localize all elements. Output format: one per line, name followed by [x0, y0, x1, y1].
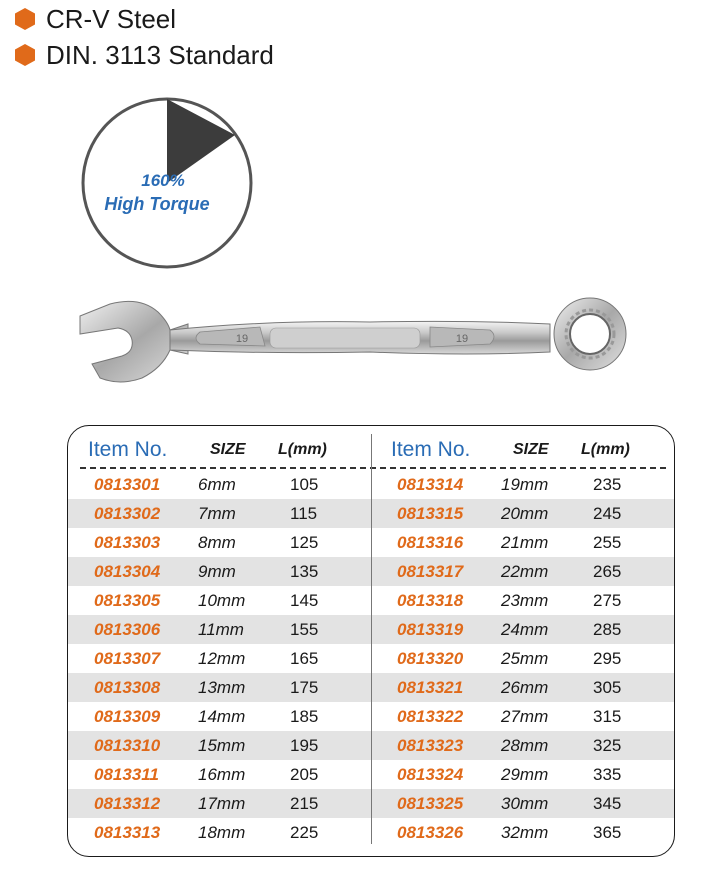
table-row — [371, 789, 674, 818]
length-value: 245 — [593, 504, 622, 523]
length-value: 135 — [290, 562, 319, 581]
size-value: 27mm — [501, 707, 549, 726]
table-row — [371, 644, 674, 673]
size-value: 26mm — [501, 678, 549, 697]
size-value: 29mm — [501, 765, 549, 784]
table-header — [371, 432, 674, 468]
size-value: 19mm — [501, 475, 549, 494]
size-value: 7mm — [198, 504, 236, 523]
length-value: 205 — [290, 765, 319, 784]
item-number: 0813305 — [94, 591, 161, 610]
size-value: 28mm — [501, 736, 549, 755]
table-row — [68, 760, 371, 789]
table-row — [371, 557, 674, 586]
length-value: 165 — [290, 649, 319, 668]
length-value: 315 — [593, 707, 622, 726]
wrench-size-mark: 19 — [235, 333, 249, 345]
size-table — [67, 425, 675, 857]
table-right-column-group — [371, 426, 674, 856]
item-number: 0813321 — [397, 678, 464, 697]
table-row — [371, 615, 674, 644]
size-value: 25mm — [501, 649, 549, 668]
size-value: 11mm — [198, 620, 244, 639]
size-value: 8mm — [198, 533, 236, 552]
table-row — [371, 818, 674, 847]
table-row — [68, 702, 371, 731]
feature-text: CR-V Steel — [46, 3, 177, 34]
table-row — [68, 818, 371, 847]
table-row — [371, 760, 674, 789]
header-divider — [80, 467, 666, 469]
table-rows-right — [371, 470, 674, 847]
table-row — [68, 615, 371, 644]
length-value: 275 — [593, 591, 622, 610]
size-value: 15mm — [198, 736, 246, 755]
item-number: 0813307 — [94, 649, 161, 668]
length-value: 215 — [290, 794, 319, 813]
header-item-no: Item No. — [391, 438, 471, 461]
table-row — [371, 702, 674, 731]
header-length: L(mm) — [581, 441, 630, 458]
size-value: 17mm — [198, 794, 246, 813]
combination-wrench-icon — [70, 294, 630, 386]
hexagon-bullet-icon — [14, 43, 36, 67]
table-row — [68, 586, 371, 615]
table-row — [371, 731, 674, 760]
hexagon-bullet-icon — [14, 7, 36, 31]
item-number: 0813326 — [397, 823, 464, 842]
feature-text: DIN. 3113 Standard — [46, 39, 274, 70]
item-number: 0813325 — [397, 794, 464, 813]
size-value: 6mm — [198, 475, 236, 494]
length-value: 285 — [593, 620, 622, 639]
item-number: 0813309 — [94, 707, 161, 726]
length-value: 195 — [290, 736, 319, 755]
column-divider — [371, 434, 372, 844]
item-number: 0813314 — [397, 475, 464, 494]
length-value: 255 — [593, 533, 622, 552]
item-number: 0813313 — [94, 823, 161, 842]
item-number: 0813303 — [94, 533, 161, 552]
length-value: 145 — [290, 591, 319, 610]
item-number: 0813322 — [397, 707, 464, 726]
size-value: 14mm — [198, 707, 246, 726]
table-row — [68, 557, 371, 586]
length-value: 225 — [290, 823, 319, 842]
size-value: 10mm — [198, 591, 246, 610]
item-number: 0813308 — [94, 678, 161, 697]
size-value: 16mm — [198, 765, 246, 784]
table-row — [68, 673, 371, 702]
size-value: 9mm — [198, 562, 236, 581]
table-row — [371, 499, 674, 528]
length-value: 105 — [290, 475, 319, 494]
item-number: 0813312 — [94, 794, 161, 813]
table-row — [371, 528, 674, 557]
length-value: 305 — [593, 678, 622, 697]
item-number: 0813311 — [94, 765, 159, 784]
table-row — [68, 470, 371, 499]
item-number: 0813315 — [397, 504, 464, 523]
size-value: 21mm — [501, 533, 549, 552]
header-length: L(mm) — [278, 441, 327, 458]
torque-label: High Torque — [104, 194, 210, 214]
table-row — [68, 789, 371, 818]
length-value: 175 — [290, 678, 319, 697]
item-number: 0813319 — [397, 620, 464, 639]
size-value: 20mm — [501, 504, 549, 523]
torque-badge — [80, 96, 254, 270]
length-value: 265 — [593, 562, 622, 581]
torque-percent: 160% — [141, 171, 185, 190]
header-size: SIZE — [513, 441, 549, 458]
table-row — [371, 673, 674, 702]
item-number: 0813320 — [397, 649, 464, 668]
size-value: 22mm — [501, 562, 549, 581]
length-value: 125 — [290, 533, 319, 552]
feature-din-standard — [14, 38, 274, 72]
size-value: 24mm — [501, 620, 549, 639]
item-number: 0813306 — [94, 620, 161, 639]
table-header — [68, 432, 371, 468]
item-number: 0813323 — [397, 736, 464, 755]
item-number: 0813301 — [94, 475, 161, 494]
table-row — [371, 586, 674, 615]
size-value: 23mm — [501, 591, 549, 610]
length-value: 295 — [593, 649, 622, 668]
length-value: 235 — [593, 475, 622, 494]
table-left-column-group — [68, 426, 371, 856]
header-size: SIZE — [210, 441, 246, 458]
item-number: 0813316 — [397, 533, 464, 552]
length-value: 185 — [290, 707, 319, 726]
length-value: 335 — [593, 765, 622, 784]
length-value: 325 — [593, 736, 622, 755]
size-value: 18mm — [198, 823, 246, 842]
table-row — [68, 731, 371, 760]
item-number: 0813302 — [94, 504, 161, 523]
table-rows-left — [68, 470, 371, 847]
item-number: 0813324 — [397, 765, 464, 784]
wrench-size-mark: 19 — [455, 333, 469, 345]
table-row — [68, 499, 371, 528]
length-value: 115 — [290, 504, 318, 523]
size-value: 30mm — [501, 794, 549, 813]
size-value: 12mm — [198, 649, 246, 668]
table-row — [371, 470, 674, 499]
item-number: 0813310 — [94, 736, 161, 755]
feature-cr-v-steel — [14, 2, 176, 36]
header-item-no: Item No. — [88, 438, 168, 461]
length-value: 155 — [290, 620, 319, 639]
item-number: 0813318 — [397, 591, 464, 610]
table-row — [68, 644, 371, 673]
item-number: 0813304 — [94, 562, 161, 581]
length-value: 365 — [593, 823, 622, 842]
size-value: 32mm — [501, 823, 549, 842]
item-number: 0813317 — [397, 562, 464, 581]
table-row — [68, 528, 371, 557]
size-value: 13mm — [198, 678, 246, 697]
length-value: 345 — [593, 794, 622, 813]
